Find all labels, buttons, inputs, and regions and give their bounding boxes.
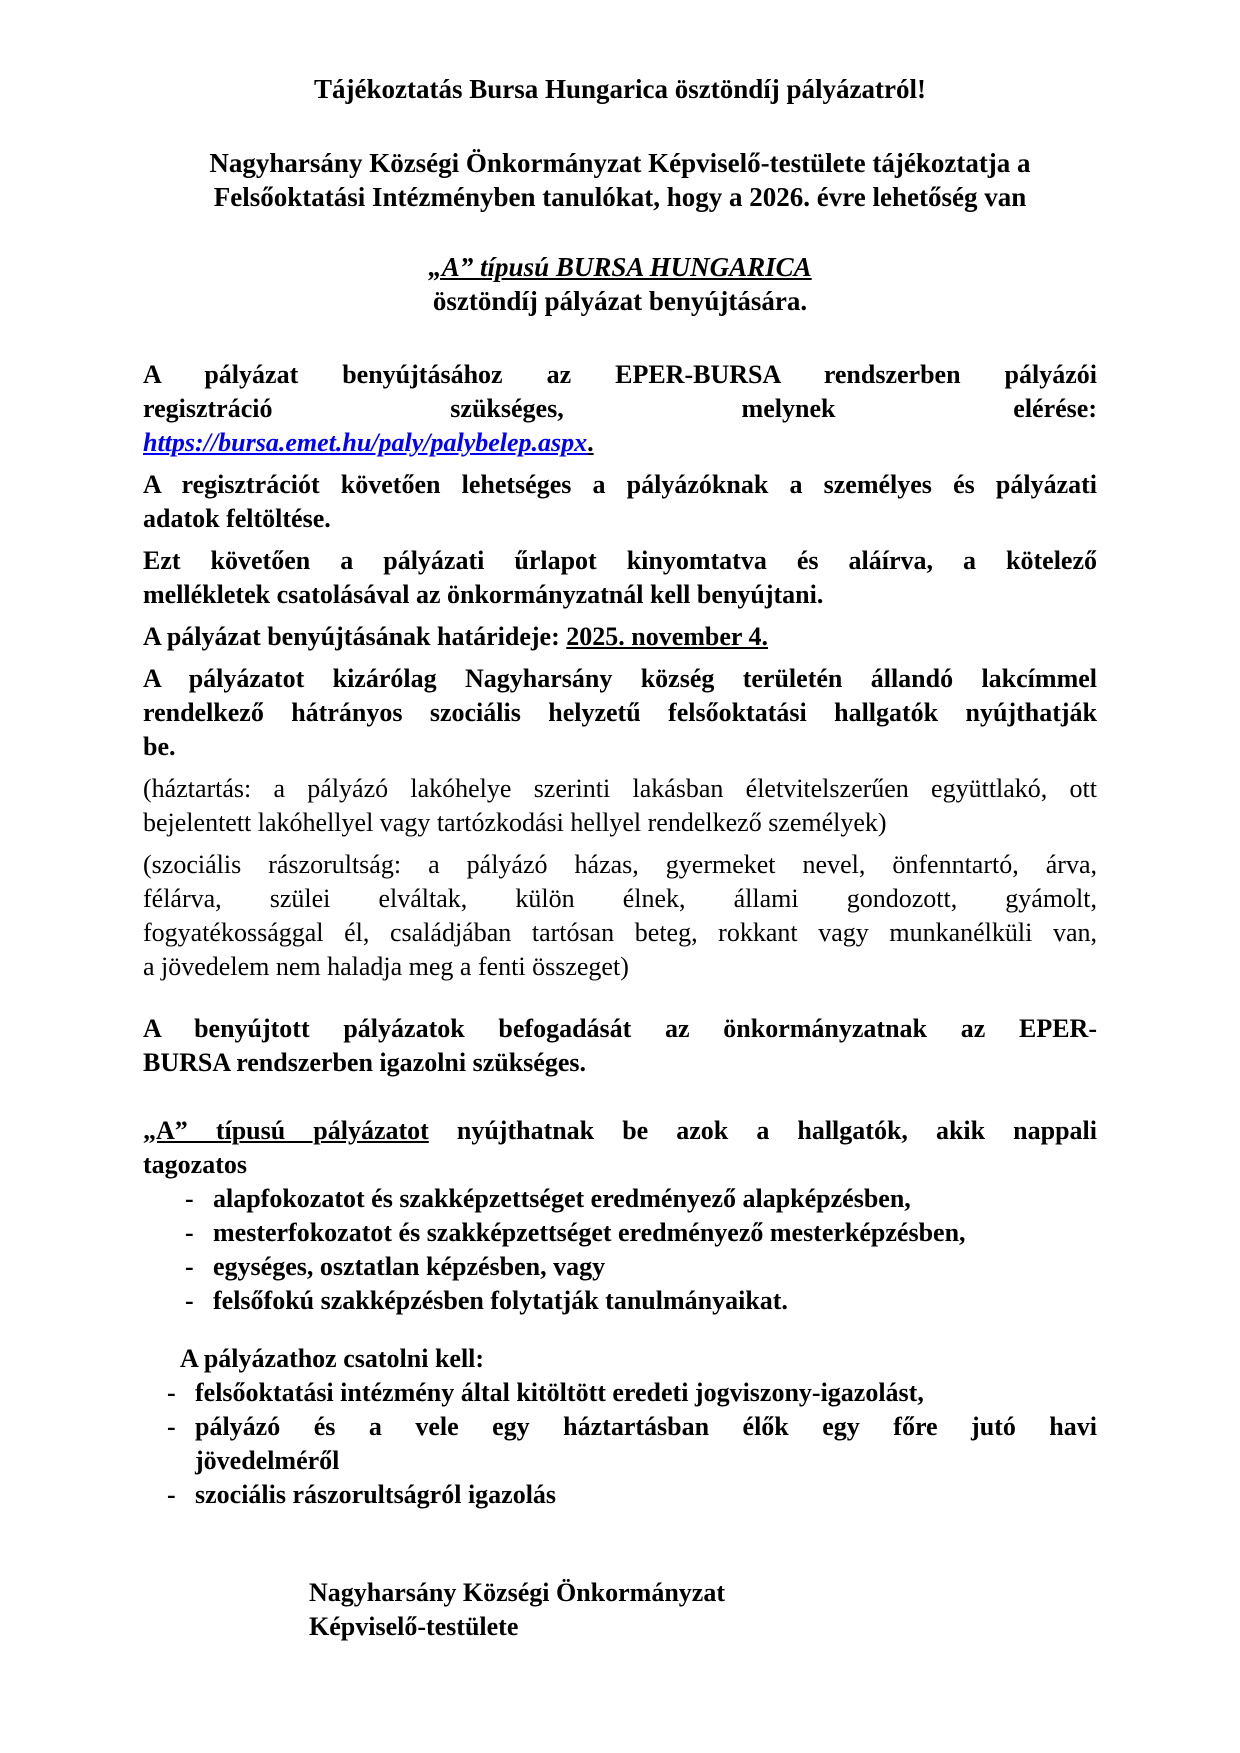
list-item <box>185 1250 1097 1284</box>
dash-bullet-icon: - <box>185 1286 194 1315</box>
text-line: jövedelméről <box>195 1446 340 1475</box>
page-title: Tájékoztatás Bursa Hungarica ösztöndíj pályázatról! <box>314 74 926 104</box>
intro-line: Felsőoktatási Intézményben tanulókat, hogy a 2026. évre lehetőség van <box>213 182 1027 212</box>
text-line: a jövedelem nem haladja meg a fenti összeget) <box>143 952 629 981</box>
dash-bullet-icon: - <box>167 1412 176 1441</box>
list-item-text: felsőfokú szakképzésben folytatják tanulmányaikat. <box>213 1286 788 1315</box>
dash-bullet-icon: - <box>185 1252 194 1281</box>
list-item <box>167 1478 1097 1512</box>
signature-line: Nagyharsány Községi Önkormányzat <box>309 1578 725 1607</box>
list-item <box>185 1284 1097 1318</box>
text-line: felsőoktatási intézmény által kitöltött eredeti jogviszony-igazolást, <box>195 1378 924 1407</box>
text-line <box>143 426 1097 460</box>
list-item-text: alapfokozatot és szakképzettséget eredményező alapképzésben, <box>213 1184 911 1213</box>
text-line: adatok feltöltése. <box>143 504 331 533</box>
list-item <box>185 1216 1097 1250</box>
text-line: pályázó és a vele egy háztartásban élők egy főre jutó havi <box>195 1412 1097 1441</box>
text-line: félárva, szülei elváltak, külön élnek, állami gondozott, gyámolt, <box>143 884 1097 913</box>
text-line: A regisztrációt követően lehetséges a pályázóknak a személyes és pályázati <box>143 470 1097 499</box>
text-line: fogyatékossággal él, családjában tartósan beteg, rokkant vagy munkanélküli van, <box>143 918 1097 947</box>
signature-line: Képviselő-testülete <box>309 1612 519 1641</box>
study-forms-list <box>143 1182 1097 1318</box>
text-line: bejelentett lakóhellyel vagy tartózkodási hellyel rendelkező személyek) <box>143 808 887 837</box>
link-suffix: . <box>587 428 594 457</box>
text-line: BURSA rendszerben igazolni szükséges. <box>143 1048 586 1077</box>
intro-paragraph <box>143 146 1097 214</box>
scholarship-type-heading: „A” típusú BURSA HUNGARICA <box>428 252 812 282</box>
intro-line: Nagyharsány Községi Önkormányzat Képviselő-testülete tájékoztatja a <box>209 148 1031 178</box>
print-submit-paragraph <box>143 544 1097 612</box>
type-a-line-rest: nyújthatnak be azok a hallgatók, akik nappali <box>428 1116 1097 1145</box>
social-need-note <box>143 848 1097 984</box>
text-line: A pályázatot kizárólag Nagyharsány község területén állandó lakcímmel <box>143 664 1097 693</box>
type-a-underlined-lead: „A” típusú pályázatot <box>143 1116 429 1145</box>
confirmation-paragraph <box>143 1012 1097 1080</box>
list-item-text <box>195 1478 1097 1512</box>
text-line: Ezt követően a pályázati űrlapot kinyomtatva és aláírva, a kötelező <box>143 546 1097 575</box>
attachments-heading: A pályázathoz csatolni kell: <box>180 1344 485 1373</box>
deadline-date: 2025. november 4. <box>566 622 768 651</box>
type-a-paragraph <box>143 1114 1097 1182</box>
list-item-text <box>195 1376 1097 1410</box>
scholarship-subheading: ösztöndíj pályázat benyújtására. <box>432 286 808 316</box>
upload-paragraph <box>143 468 1097 536</box>
deadline-label: A pályázat benyújtásának határideje: <box>143 622 567 651</box>
dash-bullet-icon: - <box>185 1218 194 1247</box>
list-item-text <box>195 1410 1097 1478</box>
text-line: rendelkező hátrányos szociális helyzetű felsőoktatási hallgatók nyújthatják <box>143 698 1097 727</box>
list-item <box>167 1410 1097 1478</box>
eligibility-paragraph <box>143 662 1097 764</box>
text-line: (szociális rászorultság: a pályázó házas, gyermeket nevel, önfenntartó, árva, <box>143 850 1097 879</box>
dash-bullet-icon: - <box>167 1378 176 1407</box>
text-line: A benyújtott pályázatok befogadását az önkormányzatnak az EPER- <box>143 1014 1097 1043</box>
text-line: szociális rászorultságról igazolás <box>195 1480 557 1509</box>
household-note <box>143 772 1097 840</box>
dash-bullet-icon: - <box>185 1184 194 1213</box>
text-line: A pályázat benyújtásához az EPER-BURSA rendszerben pályázói <box>143 360 1097 389</box>
list-item <box>167 1376 1097 1410</box>
text-line: be. <box>143 732 176 761</box>
list-item <box>185 1182 1097 1216</box>
text-line: (háztartás: a pályázó lakóhelye szerinti lakásban életvitelszerűen együttlakó, ott <box>143 774 1097 803</box>
registration-paragraph <box>143 358 1097 460</box>
text-line: mellékletek csatolásával az önkormányzatnál kell benyújtani. <box>143 580 824 609</box>
list-item-text: mesterfokozatot és szakképzettséget eredményező mesterképzésben, <box>213 1218 966 1247</box>
text-line: tagozatos <box>143 1150 247 1179</box>
eper-bursa-link[interactable]: https://bursa.emet.hu/paly/palybelep.aspx <box>143 428 588 457</box>
dash-bullet-icon: - <box>167 1480 176 1509</box>
text-line <box>143 1114 1097 1148</box>
list-item-text: egységes, osztatlan képzésben, vagy <box>213 1252 606 1281</box>
deadline-paragraph <box>143 620 1097 654</box>
text-line: regisztráció szükséges, melynek elérése: <box>143 394 1097 423</box>
signature-block <box>143 1576 1097 1644</box>
attachments-list <box>143 1376 1097 1512</box>
